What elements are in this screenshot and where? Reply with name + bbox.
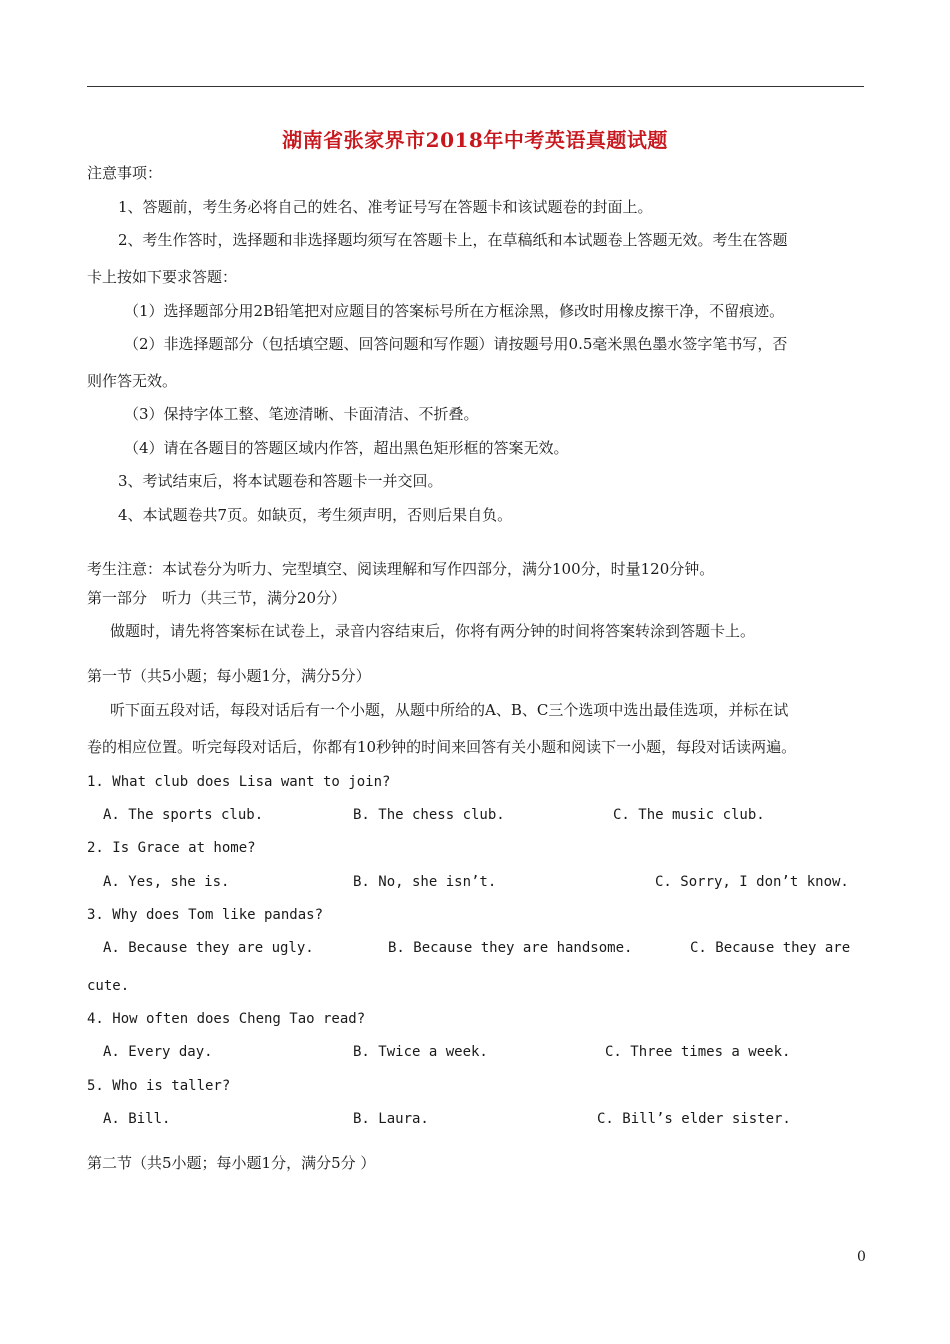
question-3: 3. Why does Tom like pandas? [87,907,324,923]
notes-heading: 注意事项： [87,164,163,182]
page-number: 0 [857,1249,866,1265]
note-sub-2-cont: 则作答无效。 [87,372,178,390]
page-title: 湖南省张家界市2018年中考英语真题试题 [282,128,668,152]
header-rule [87,86,864,87]
q2-option-b: B. No, she isn’t. [353,874,497,890]
exam-note: 考生注意：本试卷分为听力、完型填空、阅读理解和写作四部分，满分100分，时量120分钟。 [87,560,715,578]
part-1-instructions: 做题时，请先将答案标在试卷上，录音内容结束后，你将有两分钟的时间将答案转涂到答题卡上。 [110,622,756,640]
section-1-instructions: 听下面五段对话，每段对话后有一个小题，从题中所给的A、B、C三个选项中选出最佳选项，并标在试 [110,701,789,719]
section-1-instructions-cont: 卷的相应位置。听完每段对话后，你都有10秒钟的时间来回答有关小题和阅读下一小题，每段对话读两遍。 [87,738,797,756]
note-sub-4: （4）请在各题目的答题区域内作答，超出黑色矩形框的答案无效。 [124,439,569,457]
q4-option-a: A. Every day. [103,1044,213,1060]
q1-option-a: A. The sports club. [103,807,264,823]
q4-option-b: B. Twice a week. [353,1044,488,1060]
q5-option-c: C. Bill’s elder sister. [597,1111,791,1127]
question-4: 4. How often does Cheng Tao read? [87,1011,366,1027]
note-sub-1: （1）选择题部分用2B铅笔把对应题目的答案标号所在方框涂黑，修改时用橡皮擦干净，不留痕迹。 [124,302,785,320]
note-3: 3、考试结束后，将本试题卷和答题卡一并交回。 [118,472,443,490]
q3-option-c: C. Because they are [690,940,851,956]
q5-option-b: B. Laura. [353,1111,429,1127]
section-2-heading: 第二节（共5小题；每小题1分，满分5分 ） [87,1154,376,1172]
q1-option-c: C. The music club. [613,807,765,823]
q3-option-c-cont: cute. [87,978,130,994]
note-1: 1、答题前，考生务必将自己的姓名、准考证号写在答题卡和该试题卷的封面上。 [118,198,653,216]
note-4: 4、本试题卷共7页。如缺页，考生须声明，否则后果自负。 [118,506,513,524]
q2-option-c: C. Sorry, I don’t know. [655,874,849,890]
q3-option-a: A. Because they are ugly. [103,940,314,956]
note-sub-3: （3）保持字体工整、笔迹清晰、卡面清洁、不折叠。 [124,405,479,423]
note-2: 2、考生作答时，选择题和非选择题均须写在答题卡上，在草稿纸和本试题卷上答题无效。考生在答题 [118,231,788,249]
q3-option-b: B. Because they are handsome. [388,940,633,956]
section-1-heading: 第一节（共5小题；每小题1分，满分5分） [87,667,371,685]
question-5: 5. Who is taller? [87,1078,231,1094]
part-1-heading: 第一部分 听力（共三节，满分20分） [87,589,347,607]
q2-option-a: A. Yes, she is. [103,874,230,890]
q4-option-c: C. Three times a week. [605,1044,791,1060]
q5-option-a: A. Bill. [103,1111,171,1127]
note-sub-2: （2）非选择题部分（包括填空题、回答问题和写作题）请按题号用0.5毫米黑色墨水签字笔书写，否 [124,335,788,353]
note-2-cont: 卡上按如下要求答题： [87,268,238,286]
question-1: 1. What club does Lisa want to join? [87,774,391,790]
question-2: 2. Is Grace at home? [87,840,256,856]
q1-option-b: B. The chess club. [353,807,505,823]
